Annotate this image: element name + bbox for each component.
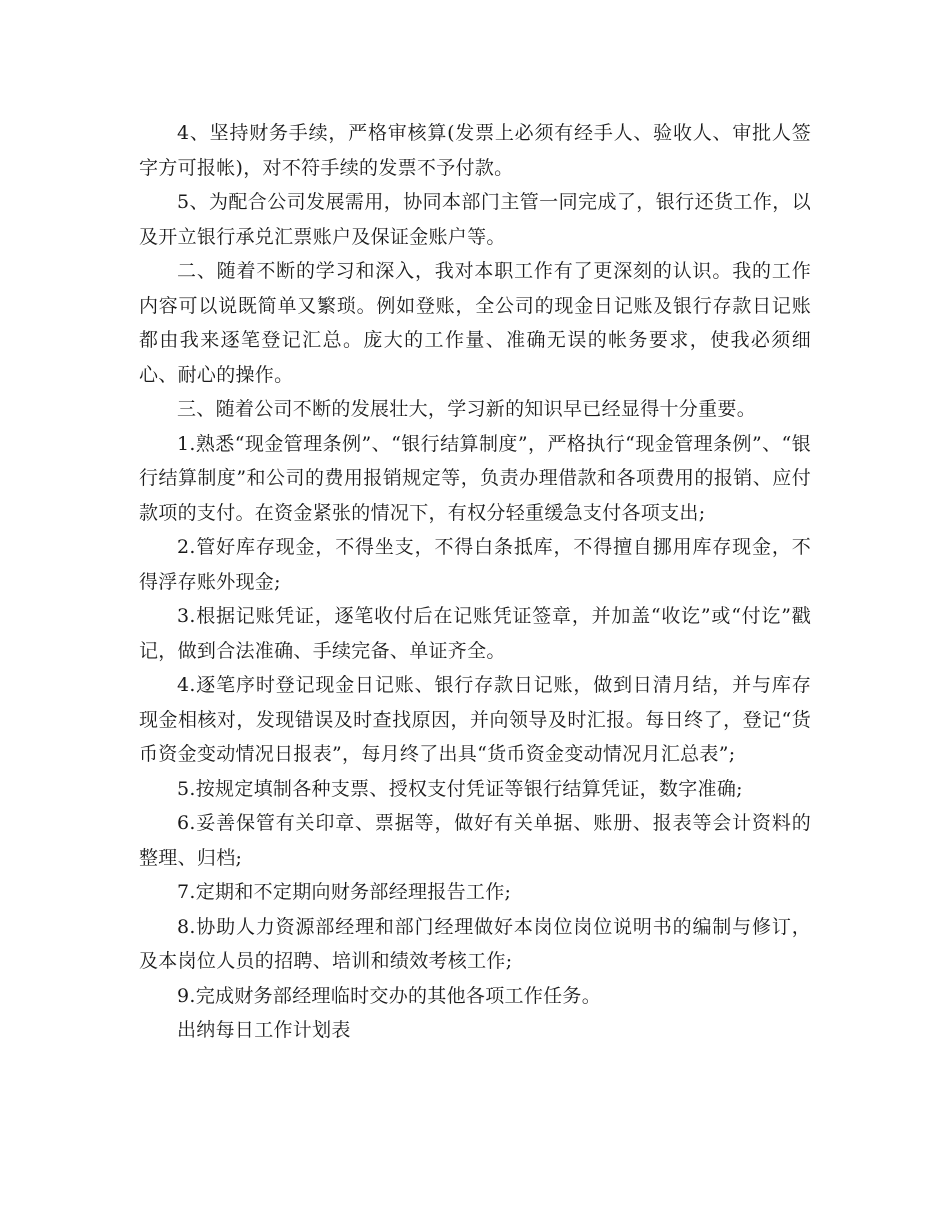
paragraph-duty-7: 7.定期和不定期向财务部经理报告工作; — [177, 881, 512, 903]
paragraph-duty-8: 8.协助人力资源部经理和部门经理做好本岗位岗位说明书的编制与修订，及本岗位人员的招聘、培训和绩效考核工作; — [139, 915, 811, 972]
paragraph-duty-3: 3.根据记账凭证，逐笔收付后在记账凭证签章，并加盖“收讫”或“付讫”戳记，做到合法准确、手续完备、单证齐全。 — [139, 605, 811, 662]
paragraph-duty-9: 9.完成财务部经理临时交办的其他各项工作任务。 — [177, 984, 602, 1007]
section-heading: 出纳每日工作计划表 — [177, 1019, 351, 1041]
paragraph-duty-2: 2.管好库存现金，不得坐支，不得白条抵库，不得擅自挪用库存现金，不得浮存账外现金; — [139, 536, 811, 593]
paragraph-item-4: 4、坚持财务手续，严格审核算(发票上必须有经手人、验收人、审批人签字方可报帐)，对不符手续的发票不予付款。 — [139, 122, 811, 179]
paragraph-duty-1: 1.熟悉“现金管理条例”、“银行结算制度”，严格执行“现金管理条例”、“银行结算制度”和公司的费用报销规定等，负责办理借款和各项费用的报销、应付款项的支付。在资金紧张的情况下，有权分轻重缓急支付各项支出; — [139, 432, 811, 524]
paragraph-item-5: 5、为配合公司发展需用，协同本部门主管一同完成了，银行还货工作，以及开立银行承兑汇票账户及保证金账户等。 — [139, 191, 811, 248]
paragraph-duty-6: 6.妥善保管有关印章、票据等，做好有关单据、账册、报表等会计资料的整理、归档; — [139, 812, 811, 869]
paragraph-section-3: 三、随着公司不断的发展壮大，学习新的知识早已经显得十分重要。 — [177, 398, 757, 420]
paragraph-section-2: 二、随着不断的学习和深入，我对本职工作有了更深刻的认识。我的工作内容可以说既简单又繁琐。例如登账，全公司的现金日记账及银行存款日记账都由我来逐笔登记汇总。庞大的工作量、准确无误的帐务要求，使我必须细心、耐心的操作。 — [139, 260, 811, 386]
document-body — [139, 116, 811, 1048]
paragraph-duty-4: 4.逐笔序时登记现金日记账、银行存款日记账，做到日清月结，并与库存现金相核对，发现错误及时查找原因，并向领导及时汇报。每日终了，登记“货币资金变动情况日报表”，每月终了出具“货币资金变动情况月汇总表”; — [139, 674, 811, 765]
paragraph-duty-5: 5.按规定填制各种支票、授权支付凭证等银行结算凭证，数字准确; — [177, 777, 743, 800]
